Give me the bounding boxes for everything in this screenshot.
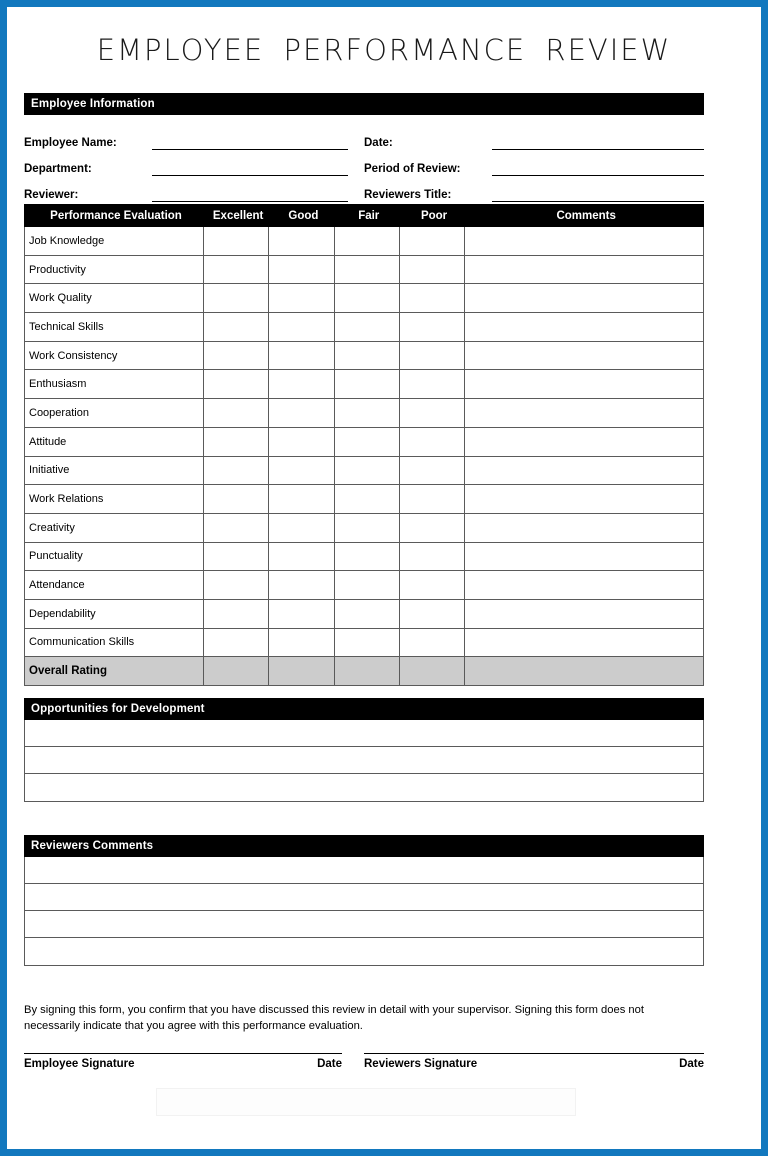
criteria-label: Attitude [25,427,204,456]
criteria-label: Punctuality [25,542,204,571]
table-row [25,485,704,514]
rating-cell-excellent[interactable] [204,513,269,542]
rating-cell-good[interactable] [269,399,334,428]
column-header-criteria: Performance Evaluation [25,205,204,227]
rating-cell-excellent[interactable] [204,485,269,514]
rating-cell-fair[interactable] [334,542,399,571]
employee-signature-group [24,1053,364,1070]
table-row [25,284,704,313]
rating-cell-poor[interactable] [399,427,464,456]
comments-cell[interactable] [465,628,704,657]
rating-cell-excellent[interactable] [204,227,269,256]
table-row [25,427,704,456]
rating-cell-poor[interactable] [399,571,464,600]
reviewer-comments-line[interactable] [25,857,703,884]
employee-signature-label: Employee Signature [24,1058,135,1070]
rating-cell-excellent[interactable] [204,628,269,657]
column-header-fair: Fair [334,205,399,227]
employee-information-fields [24,124,704,202]
overall-rating-label: Overall Rating [25,657,204,686]
rating-cell-poor[interactable] [399,341,464,370]
rating-cell-fair[interactable] [334,456,399,485]
comments-cell[interactable] [465,513,704,542]
signature-row [24,1053,704,1070]
rating-cell-fair[interactable] [334,513,399,542]
table-header-row [25,205,704,227]
rating-cell-excellent[interactable] [204,284,269,313]
reviewer-comments-header: Reviewers Comments [24,835,704,857]
opportunities-section [24,698,704,802]
criteria-label: Productivity [25,255,204,284]
rating-cell-poor[interactable] [399,370,464,399]
field-date[interactable] [364,124,704,150]
rating-cell-poor[interactable] [399,313,464,342]
table-row [25,370,704,399]
rating-cell-good[interactable] [269,628,334,657]
rating-cell-fair[interactable] [334,399,399,428]
table-row [25,513,704,542]
employee-info-right-column [364,124,704,202]
reviewer-comments-line[interactable] [25,938,703,965]
table-row [25,628,704,657]
reviewer-comments-line[interactable] [25,911,703,938]
rating-cell-good[interactable] [269,485,334,514]
rating-cell-good[interactable] [269,542,334,571]
rating-cell-good[interactable] [269,571,334,600]
criteria-label: Technical Skills [25,313,204,342]
table-row [25,399,704,428]
comments-cell[interactable] [465,255,704,284]
comments-cell[interactable] [465,571,704,600]
rating-cell-fair[interactable] [334,255,399,284]
rating-cell-good[interactable] [269,456,334,485]
employee-signature-labels [24,1054,342,1070]
field-reviewers-title[interactable] [364,176,704,202]
table-row [25,255,704,284]
overall-rating-comments-cell[interactable] [465,657,704,686]
page-title: EMPLOYEE PERFORMANCE REVIEW [96,33,672,67]
rating-cell-fair[interactable] [334,485,399,514]
rating-cell-fair[interactable] [334,427,399,456]
rating-cell-good[interactable] [269,255,334,284]
rating-cell-excellent[interactable] [204,599,269,628]
criteria-label: Enthusiasm [25,370,204,399]
comments-cell[interactable] [465,456,704,485]
comments-cell[interactable] [465,427,704,456]
criteria-label: Work Quality [25,284,204,313]
performance-evaluation-body [25,227,704,686]
rating-cell-good[interactable] [269,341,334,370]
comments-cell[interactable] [465,284,704,313]
rating-cell-excellent[interactable] [204,542,269,571]
rating-cell-excellent[interactable] [204,341,269,370]
comments-cell[interactable] [465,227,704,256]
overall-rating-cell-poor[interactable] [399,657,464,686]
scan-artifact-box [156,1088,576,1116]
input-period-of-review[interactable] [492,161,704,176]
table-row [25,542,704,571]
input-date[interactable] [492,135,704,150]
criteria-label: Cooperation [25,399,204,428]
criteria-label: Dependability [25,599,204,628]
column-header-excellent: Excellent [204,205,269,227]
rating-cell-good[interactable] [269,427,334,456]
column-header-poor: Poor [399,205,464,227]
rating-cell-poor[interactable] [399,456,464,485]
performance-evaluation-section [24,204,704,686]
rating-cell-poor[interactable] [399,284,464,313]
reviewer-comments-text-area[interactable] [24,857,704,966]
comments-cell[interactable] [465,341,704,370]
field-reviewer[interactable] [24,176,364,202]
criteria-label: Work Relations [25,485,204,514]
field-label-employee-name: Employee Name: [24,137,117,149]
overall-rating-cell-fair[interactable] [334,657,399,686]
rating-cell-fair[interactable] [334,370,399,399]
criteria-label: Job Knowledge [25,227,204,256]
opportunities-line[interactable] [25,774,703,801]
employee-information-header: Employee Information [24,93,704,115]
criteria-label: Attendance [25,571,204,600]
opportunities-text-area[interactable] [24,720,704,802]
rating-cell-poor[interactable] [399,399,464,428]
rating-cell-excellent[interactable] [204,399,269,428]
signature-disclaimer: By signing this form, you confirm that you have discussed this review in detail with your supervisor. Signing this form does not necessarily indicate that you agree with this performance evaluation. [24,1004,644,1032]
rating-cell-poor[interactable] [399,599,464,628]
rating-cell-poor[interactable] [399,628,464,657]
document-page [7,7,761,1149]
input-department[interactable] [152,161,348,176]
field-label-reviewer: Reviewer: [24,189,79,201]
overall-rating-row [25,657,704,686]
rating-cell-fair[interactable] [334,313,399,342]
field-period-of-review[interactable] [364,150,704,176]
rating-cell-good[interactable] [269,313,334,342]
field-department[interactable] [24,150,364,176]
field-label-department: Department: [24,163,92,175]
rating-cell-excellent[interactable] [204,313,269,342]
reviewer-signature-group [364,1053,704,1070]
performance-evaluation-table [24,204,704,686]
rating-cell-excellent[interactable] [204,456,269,485]
column-header-good: Good [269,205,334,227]
table-row [25,456,704,485]
input-reviewers-title[interactable] [492,187,704,202]
opportunities-line[interactable] [25,720,703,747]
rating-cell-excellent[interactable] [204,370,269,399]
comments-cell[interactable] [465,370,704,399]
rating-cell-fair[interactable] [334,599,399,628]
rating-cell-fair[interactable] [334,284,399,313]
field-employee-name[interactable] [24,124,364,150]
reviewer-comments-line[interactable] [25,884,703,911]
rating-cell-fair[interactable] [334,227,399,256]
employee-info-left-column [24,124,364,202]
rating-cell-excellent[interactable] [204,427,269,456]
overall-rating-cell-excellent[interactable] [204,657,269,686]
reviewer-signature-labels [364,1054,704,1070]
table-row [25,599,704,628]
comments-cell[interactable] [465,599,704,628]
rating-cell-good[interactable] [269,227,334,256]
input-reviewer[interactable] [152,187,348,202]
rating-cell-good[interactable] [269,513,334,542]
rating-cell-poor[interactable] [399,542,464,571]
input-employee-name[interactable] [152,135,348,150]
column-header-comments: Comments [465,205,704,227]
overall-rating-cell-good[interactable] [269,657,334,686]
opportunities-line[interactable] [25,747,703,774]
criteria-label: Work Consistency [25,341,204,370]
rating-cell-good[interactable] [269,370,334,399]
reviewer-comments-section [24,835,704,966]
employee-date-label: Date [317,1058,342,1070]
rating-cell-good[interactable] [269,599,334,628]
rating-cell-excellent[interactable] [204,255,269,284]
employee-information-section [24,93,704,202]
table-row [25,341,704,370]
criteria-label: Communication Skills [25,628,204,657]
table-row [25,313,704,342]
table-row [25,571,704,600]
rating-cell-poor[interactable] [399,255,464,284]
field-label-reviewers-title: Reviewers Title: [364,189,452,201]
rating-cell-excellent[interactable] [204,571,269,600]
table-row [25,227,704,256]
comments-cell[interactable] [465,313,704,342]
signature-section [24,1053,704,1070]
rating-cell-poor[interactable] [399,513,464,542]
field-label-date: Date: [364,137,393,149]
opportunities-header: Opportunities for Development [24,698,704,720]
rating-cell-poor[interactable] [399,227,464,256]
rating-cell-poor[interactable] [399,485,464,514]
rating-cell-fair[interactable] [334,628,399,657]
rating-cell-fair[interactable] [334,571,399,600]
rating-cell-good[interactable] [269,284,334,313]
criteria-label: Initiative [25,456,204,485]
reviewer-date-label: Date [679,1058,704,1070]
rating-cell-fair[interactable] [334,341,399,370]
comments-cell[interactable] [465,485,704,514]
criteria-label: Creativity [25,513,204,542]
comments-cell[interactable] [465,399,704,428]
comments-cell[interactable] [465,542,704,571]
field-label-period-of-review: Period of Review: [364,163,461,175]
reviewer-signature-label: Reviewers Signature [364,1058,478,1070]
